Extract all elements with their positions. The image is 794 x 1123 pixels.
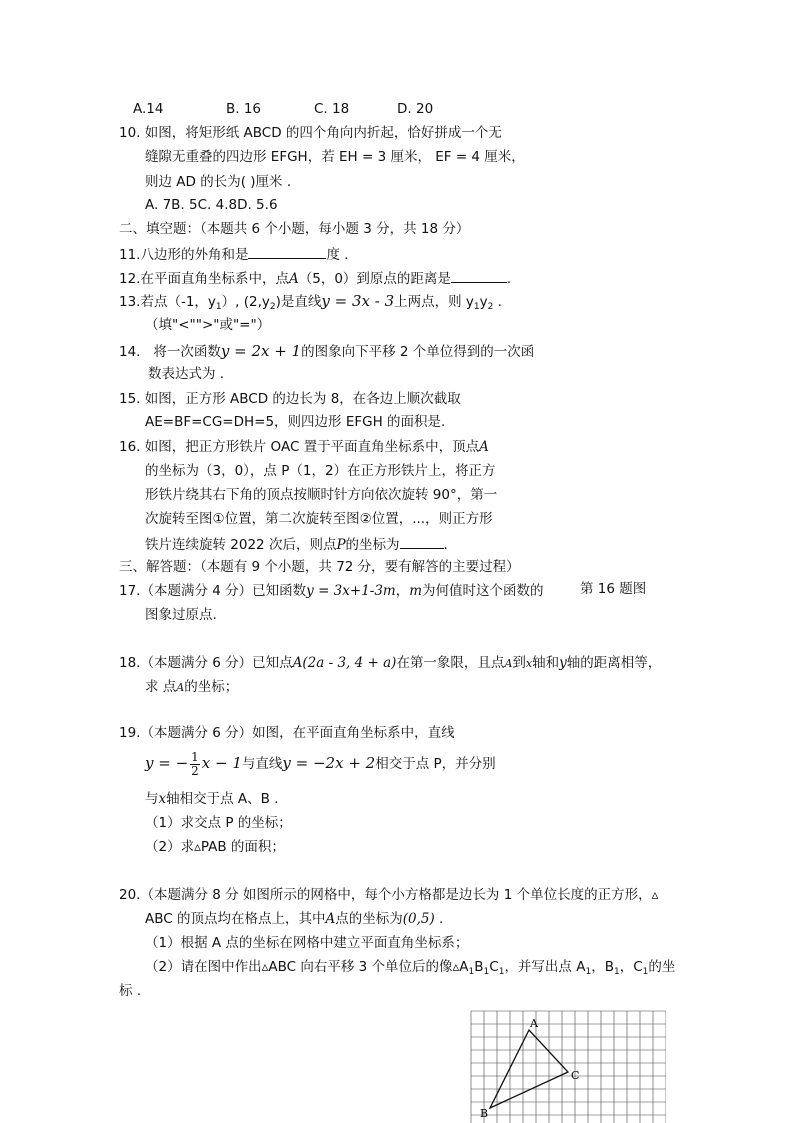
q9-option-d: D. 20 xyxy=(397,101,434,117)
q19-sub1: （1）求交点 P 的坐标； xyxy=(145,815,292,831)
q18-text-e: 轴的距离相等， xyxy=(566,655,662,671)
grid-lines xyxy=(471,1011,666,1123)
q20-sub2-s4: 1 xyxy=(585,967,592,977)
q15-line2: AE=BF=CG=DH=5，则四边形 EFGH 的面积是. xyxy=(145,414,446,430)
q20-point-a: A xyxy=(325,911,336,927)
q16-line4: 次旋转至图①位置，第二次旋转至图②位置，...，则正方形 xyxy=(145,511,493,527)
q18-text-b: 在第一象限，且点 xyxy=(396,655,505,671)
q19-eq1-lhs: y = − xyxy=(145,754,189,772)
q11-text: 11.八边形的外角和是 xyxy=(119,247,249,263)
q16-line5: 铁片连续旋转 2022 次后，则点P的坐标为 . xyxy=(145,534,448,554)
q13-end: . xyxy=(493,294,502,310)
q18-text-c: 到 xyxy=(512,655,526,671)
q13-sub3: 1 xyxy=(473,302,480,312)
q18-text: 18.（本题满分 6 分）已知点 xyxy=(119,655,293,671)
q18-var-y: y xyxy=(559,655,567,671)
q14-number: 14. xyxy=(119,344,141,360)
q20-sub2-s6: 1 xyxy=(642,967,649,977)
q10-options: A. 7B. 5C. 4.8D. 5.6 xyxy=(145,197,278,213)
q17-line2: 图象过原点. xyxy=(145,607,217,623)
q20-sub2-s3: 1 xyxy=(498,967,505,977)
q20-line2 xyxy=(145,910,443,928)
q12-blank xyxy=(451,268,507,283)
label-c: C xyxy=(571,1069,580,1082)
q16-line3: 形铁片绕其右下角的顶点按顺时针方向依次旋转 90°，第一 xyxy=(145,487,498,503)
q11 xyxy=(119,244,349,264)
q11-blank xyxy=(248,244,326,259)
q10-line1: 10. 如图，将矩形纸 ABCD 的四个角向内折起，恰好拼成一个无 xyxy=(119,125,502,141)
q13-text-c: )是直线 xyxy=(275,294,322,310)
q17-equation: y = 3x+1-3m xyxy=(306,583,396,599)
q18 xyxy=(119,654,661,673)
q16-text-b: 铁片连续旋转 2022 次后，则点 xyxy=(145,537,337,553)
q20-sub2-f: ，C xyxy=(619,959,643,975)
q18-text-d: 轴和 xyxy=(532,655,560,671)
q16-text-c: 的坐标为 xyxy=(345,537,400,553)
q17-text: 17.（本题满分 4 分）已知函数 xyxy=(119,583,307,599)
q11-unit: 度 . xyxy=(326,247,349,263)
q10-line2: 缝隙无重叠的四边形 EFGH，若 EH = 3 厘米， EF = 4 厘米， xyxy=(145,149,525,165)
q20-text-b: 点的坐标为 xyxy=(335,911,403,927)
q19-fraction xyxy=(190,751,200,778)
q16-line1 xyxy=(119,438,489,456)
q20-line-end: 标 . xyxy=(119,983,142,999)
q16-point-a: A xyxy=(479,439,489,455)
q20-sub2-e: ，B xyxy=(591,959,614,975)
q13-equation: y = 3x - 3 xyxy=(321,292,395,310)
q18-line2 xyxy=(145,678,238,697)
q20-sub2-s5: 1 xyxy=(613,967,620,977)
q19-frac-num: 1 xyxy=(191,749,199,764)
q18-text-f: 求 点 xyxy=(145,679,177,695)
q20-sub2-c: C xyxy=(489,959,499,975)
q12-text-mid: （5，0）到原点的距离是 xyxy=(298,271,451,287)
q20-line1: 20.（本题满分 8 分 如图所示的网格中，每个小方格都是边长为 1 个单位长度的正方形，▵ xyxy=(119,887,659,903)
q13-sub4: 2 xyxy=(487,302,494,312)
q19-text-e: 轴相交于点 A、B . xyxy=(166,791,279,807)
q14 xyxy=(119,342,534,361)
q18-point-a: A xyxy=(504,657,513,670)
q18-equation: A(2a - 3, 4 + a) xyxy=(292,655,397,671)
q20-sub2-g: 的坐 xyxy=(648,959,676,975)
q13-sub2: 2 xyxy=(269,302,276,312)
q16-blank xyxy=(400,534,444,549)
q20-grid-figure xyxy=(470,1010,666,1123)
q12-text: 12.在平面直角坐标系中，点 xyxy=(119,271,289,287)
q13-text-d: 上两点，则 y xyxy=(394,294,474,310)
q14-line2: 数表达式为 . xyxy=(148,366,225,382)
q13-text-e: y xyxy=(479,294,488,310)
figure-16-caption: 第 16 题图 xyxy=(580,581,647,597)
q13-text-b: ）, (2,y xyxy=(221,294,270,310)
section3-heading: 三、解答题：（本题有 9 个小题，共 72 分，要有解答的主要过程） xyxy=(119,559,520,575)
q20-sub1: （1）根据 A 点的坐标在网格中建立平面直角坐标系； xyxy=(145,935,469,951)
q9-option-b: B. 16 xyxy=(226,101,262,117)
q14-text: 将一次函数 xyxy=(153,344,221,360)
label-a: A xyxy=(530,1017,538,1030)
q17-comma: ， xyxy=(395,583,410,599)
q20-sub2-b: B xyxy=(474,959,484,975)
q20-sub2 xyxy=(145,958,675,981)
q19-eq2: y = −2x + 2 xyxy=(282,754,376,772)
q18-var-x: x xyxy=(525,657,533,670)
q12 xyxy=(119,268,511,288)
q20-sub2-a: （2）请在图中作出▵ABC 向右平移 3 个单位后的像▵A xyxy=(145,959,469,975)
q14-text-b: 的图象向下平移 2 个单位得到的一次函 xyxy=(301,344,535,360)
q20-text: ABC 的顶点均在格点上，其中 xyxy=(145,911,326,927)
q19-var-x: x xyxy=(158,791,167,807)
q16-point-p: P xyxy=(336,537,346,553)
q20-sub2-s2: 1 xyxy=(483,967,490,977)
q19-eq1-rhs: x − 1 xyxy=(201,754,242,772)
q16-line2: 的坐标为（3，0），点 P（1，2）在正方形铁片上，将正方 xyxy=(145,463,496,479)
q19-text-d: 与 xyxy=(145,791,159,807)
q19-sub2: （2）求▵PAB 的面积； xyxy=(145,839,285,855)
q20-end: . xyxy=(434,911,444,927)
triangle-abc xyxy=(490,1030,568,1108)
q20-coord: (0,5) xyxy=(402,911,435,927)
q9-option-a: A.14 xyxy=(133,101,164,117)
q9-option-c: C. 18 xyxy=(314,101,350,117)
q13-line2: （填"<"">"或"="） xyxy=(145,317,271,333)
q15-line1: 15. 如图，正方形 ABCD 的边长为 8，在各边上顺次截取 xyxy=(119,391,461,407)
q19-text-c: 相交于点 P，并分别 xyxy=(375,756,496,772)
q17-var-m: m xyxy=(409,583,423,599)
q14-equation: y = 2x + 1 xyxy=(220,342,302,360)
section2-heading: 二、填空题：（本题共 6 个小题，每小题 3 分，共 18 分） xyxy=(119,221,470,237)
q17-text-b: 为何值时这个函数的 xyxy=(422,583,544,599)
q12-end: . xyxy=(506,271,512,287)
label-b: B xyxy=(480,1107,489,1120)
q19-text-b: 与直线 xyxy=(241,756,283,772)
q13 xyxy=(119,292,502,316)
q19-line3 xyxy=(145,790,279,808)
q17 xyxy=(119,582,544,600)
q18-point-a2: A xyxy=(176,681,185,694)
q12-point: A xyxy=(288,271,299,287)
q13-sub1: 1 xyxy=(215,302,222,312)
q19-line2 xyxy=(145,746,496,781)
q13-text-a: 13.若点（-1，y xyxy=(119,294,216,310)
q19-frac-den: 2 xyxy=(191,763,199,778)
q16-text: 16. 如图，把正方形铁片 OAC 置于平面直角坐标系中，顶点 xyxy=(119,439,480,455)
q19-line1: 19.（本题满分 6 分）如图，在平面直角坐标系中，直线 xyxy=(119,725,455,741)
q20-sub2-s1: 1 xyxy=(468,967,475,977)
q10-line3: 则边 AD 的长为( )厘米 . xyxy=(145,174,292,190)
q18-text-g: 的坐标； xyxy=(184,679,239,695)
q20-sub2-d: ，并写出点 A xyxy=(504,959,586,975)
